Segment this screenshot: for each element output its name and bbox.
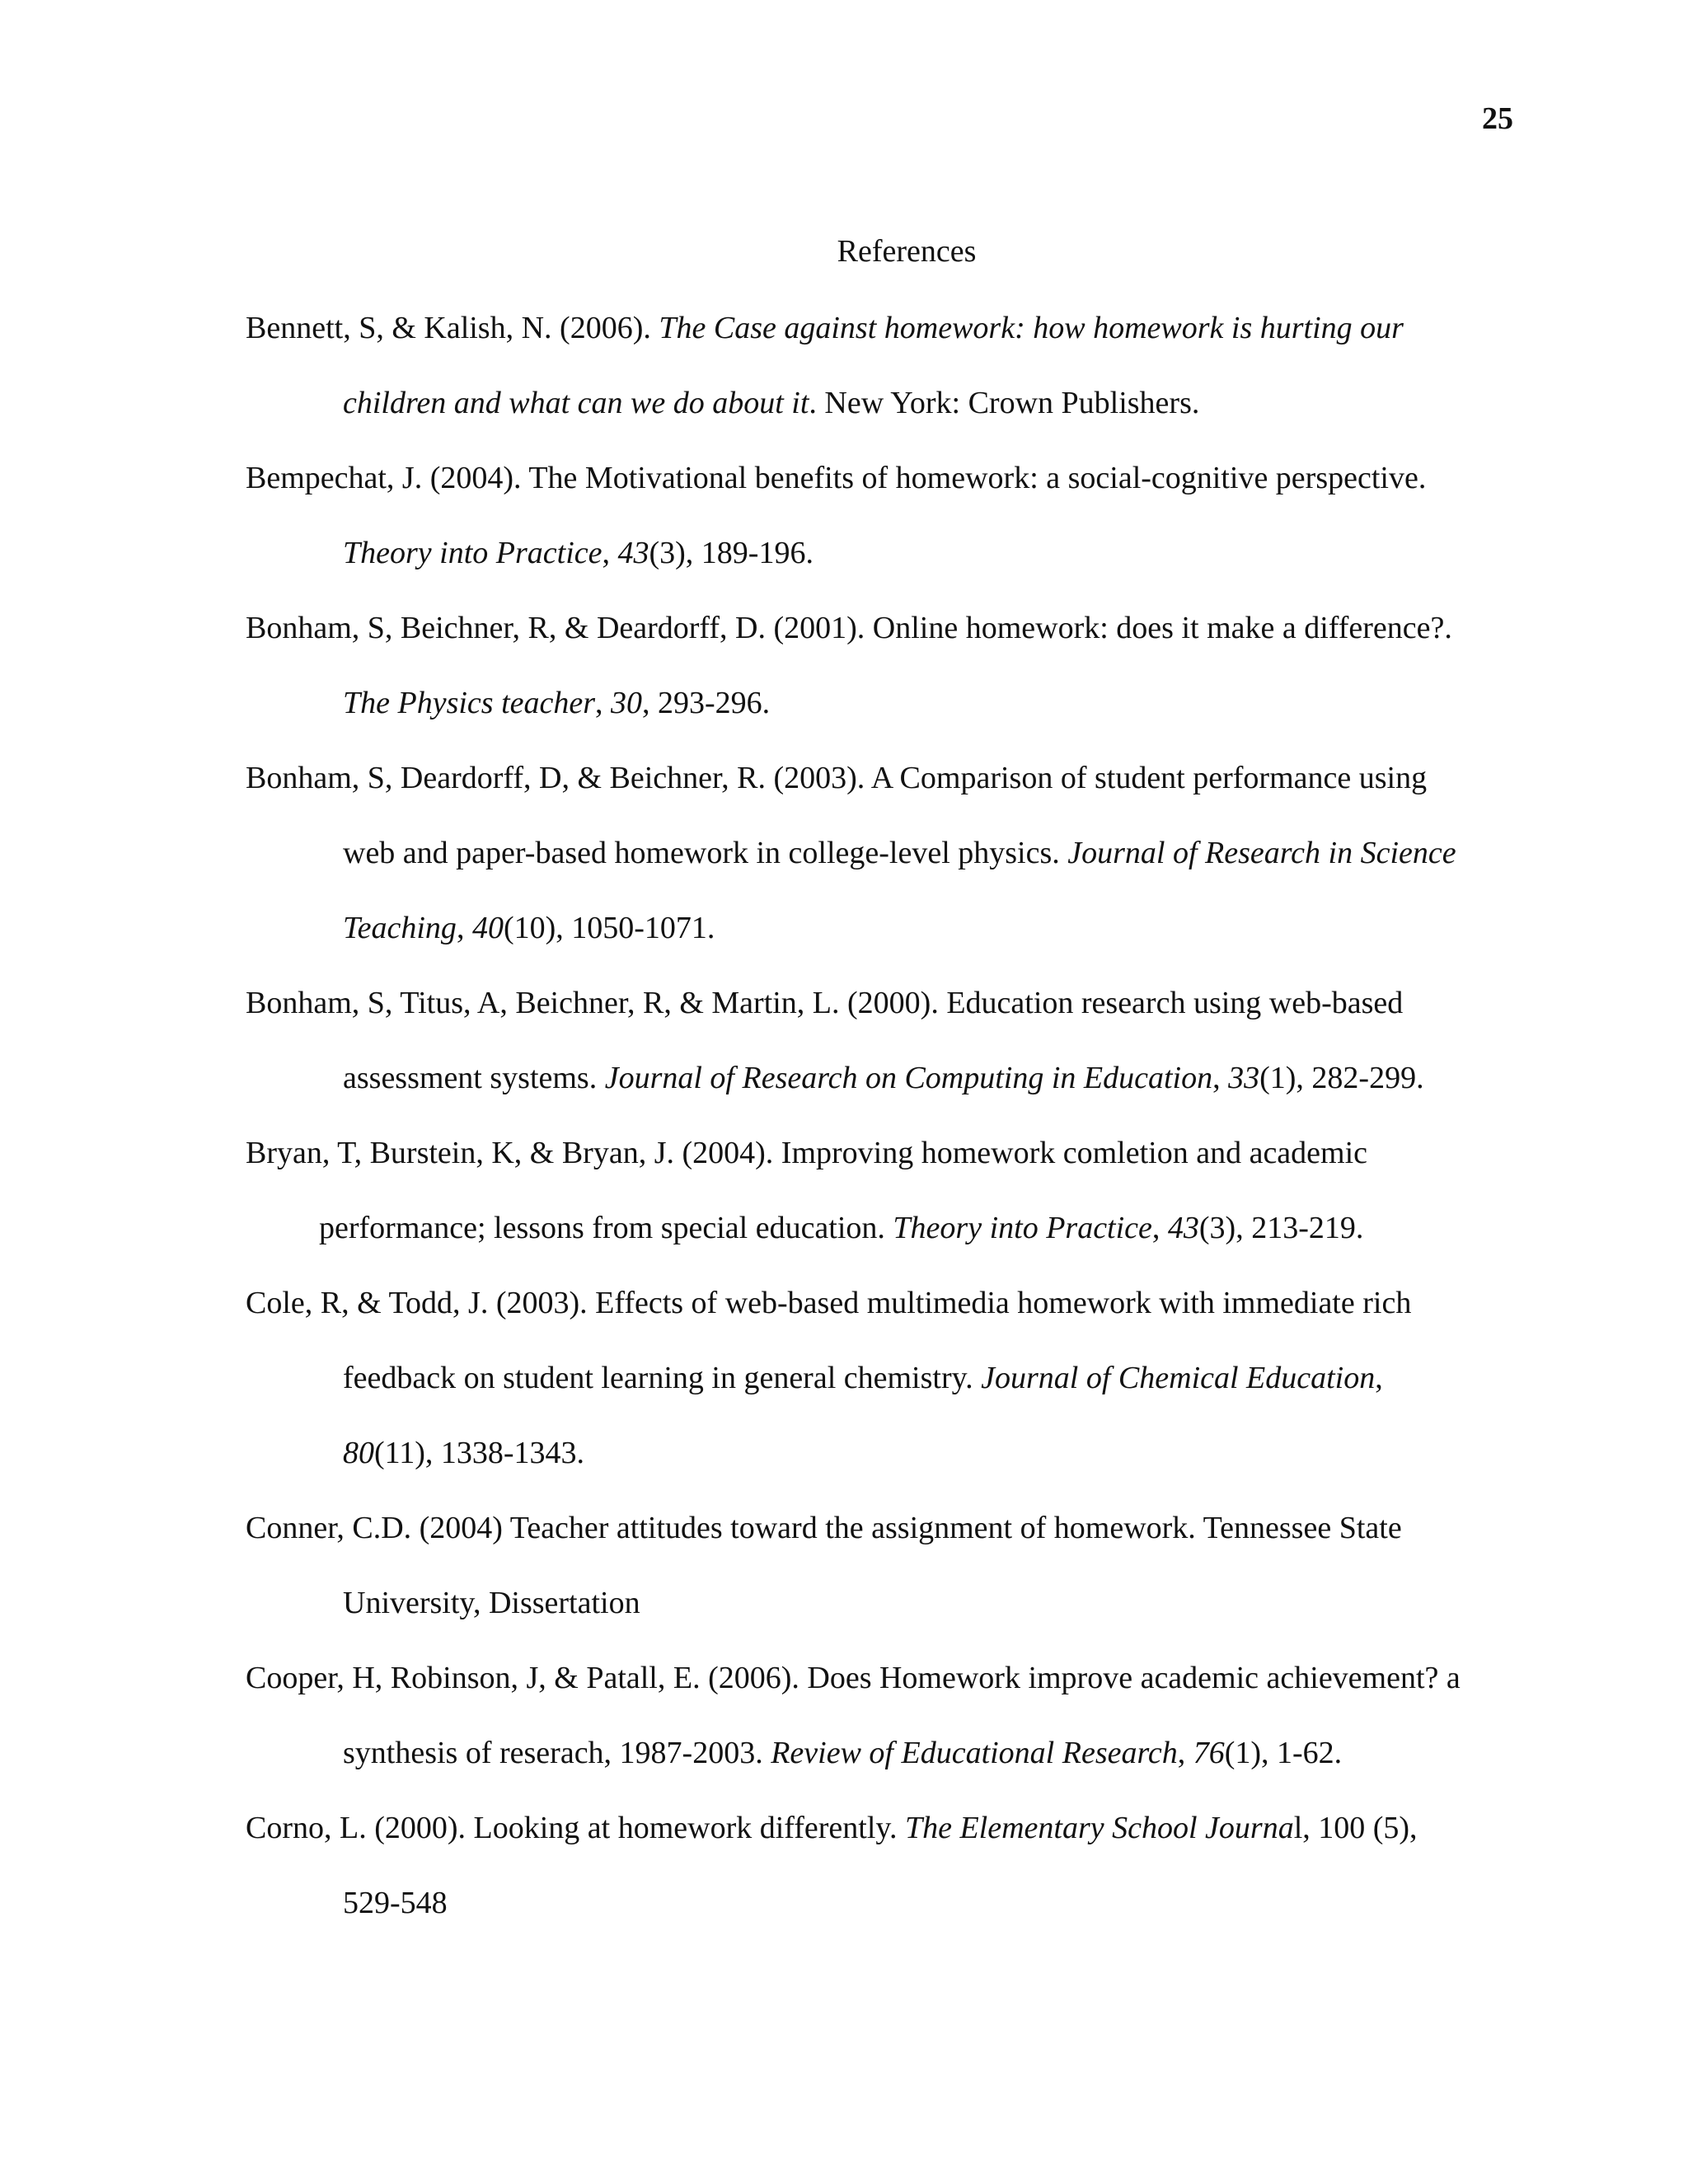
reference-cooper-line1: Cooper, H, Robinson, J, & Patall, E. (2006). Does Homework improve academic achievement? a <box>246 1661 1461 1695</box>
reference-bonham-2003-line1: Bonham, S, Deardorff, D, & Beichner, R. (2003). A Comparison of student performance using <box>246 761 1428 795</box>
reference-conner-line2: University, Dissertation <box>343 1586 640 1620</box>
reference-bryan-line2: performance; lessons from special education. Theory into Practice, 43(3), 213-219. <box>319 1211 1364 1245</box>
reference-bonham-2000-line2: assessment systems. Journal of Research on Computing in Education, 33(1), 282-299. <box>343 1061 1424 1095</box>
reference-bennett-line1: Bennett, S, & Kalish, N. (2006). The Case against homework: how homework is hurting our <box>246 311 1404 345</box>
reference-corno-line1: Corno, L. (2000). Looking at homework differently. The Elementary School Journal, 100 (5), <box>246 1811 1418 1845</box>
reference-bryan-line1: Bryan, T, Burstein, K, & Bryan, J. (2004). Improving homework comletion and academic <box>246 1136 1368 1170</box>
reference-bennett-line2: children and what can we do about it. New York: Crown Publishers. <box>343 386 1200 420</box>
reference-bonham-2003-line3: Teaching, 40(10), 1050-1071. <box>343 911 715 945</box>
page-title: References <box>837 234 977 269</box>
reference-cole-line3: 80(11), 1338-1343. <box>343 1436 585 1470</box>
reference-bempechat-line2: Theory into Practice, 43(3), 189-196. <box>343 536 814 570</box>
reference-cooper-line2: synthesis of reserach, 1987-2003. Review of Educational Research, 76(1), 1-62. <box>343 1736 1343 1770</box>
reference-bonham-2001-line1: Bonham, S, Beichner, R, & Deardorff, D. (2001). Online homework: does it make a difference?. <box>246 611 1452 645</box>
page-number: 25 <box>1482 101 1513 136</box>
reference-bonham-2003-line2: web and paper-based homework in college-level physics. Journal of Research in Science <box>343 836 1456 870</box>
reference-bonham-2001-line2: The Physics teacher, 30, 293-296. <box>343 686 771 720</box>
reference-cole-line2: feedback on student learning in general chemistry. Journal of Chemical Education, <box>343 1361 1383 1395</box>
reference-bempechat-line1: Bempechat, J. (2004). The Motivational benefits of homework: a social-cognitive perspective. <box>246 461 1427 495</box>
reference-cole-line1: Cole, R, & Todd, J. (2003). Effects of web-based multimedia homework with immediate rich <box>246 1286 1412 1320</box>
reference-conner-line1: Conner, C.D. (2004) Teacher attitudes toward the assignment of homework. Tennessee State <box>246 1511 1402 1545</box>
reference-corno-line2: 529-548 <box>343 1886 448 1920</box>
reference-bonham-2000-line1: Bonham, S, Titus, A, Beichner, R, & Martin, L. (2000). Education research using web-based <box>246 986 1404 1020</box>
